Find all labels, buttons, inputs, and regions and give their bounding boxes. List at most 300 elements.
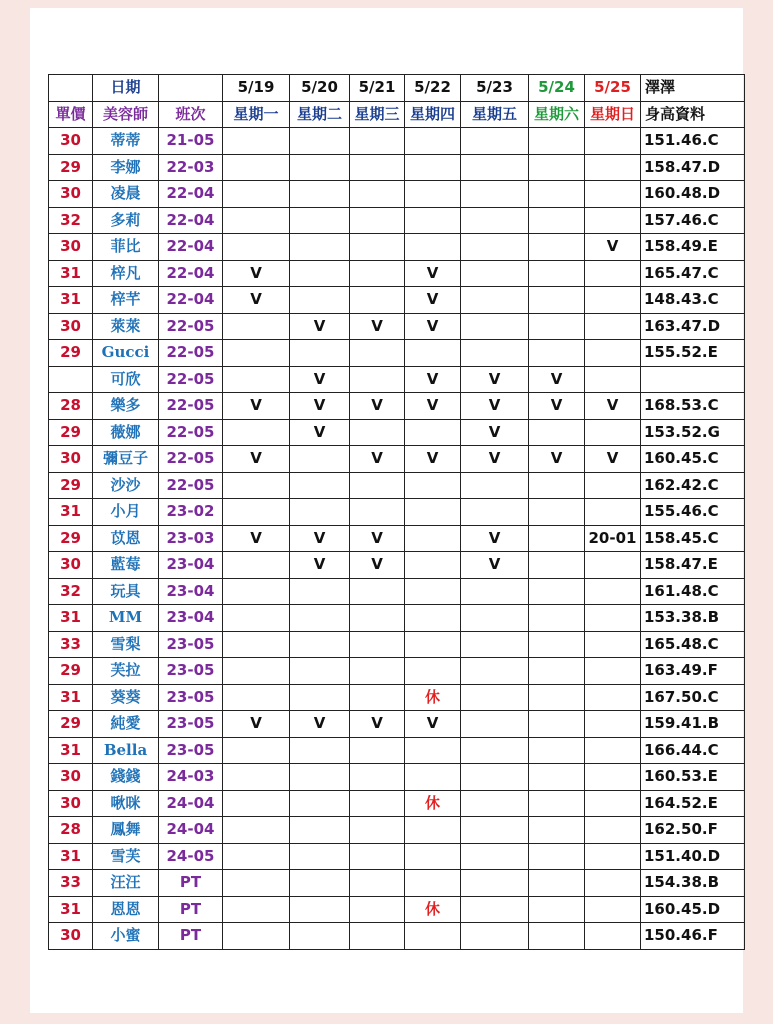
height-cell [641, 366, 745, 393]
day-cell [290, 446, 350, 473]
schedule-sheet [30, 8, 743, 1013]
day-cell [585, 923, 641, 950]
day-cell: V [405, 366, 461, 393]
date-mon: 5/19 [223, 75, 290, 102]
day-cell [223, 313, 290, 340]
height-cell: 164.52.E [641, 790, 745, 817]
height-cell: 163.49.F [641, 658, 745, 685]
day-cell [223, 419, 290, 446]
day-cell: V [350, 711, 405, 738]
day-cell [350, 658, 405, 685]
day-cell [290, 234, 350, 261]
price-cell: 29 [49, 658, 93, 685]
day-cell [461, 207, 529, 234]
day-cell [350, 578, 405, 605]
weekday-mon: 星期一 [223, 101, 290, 128]
day-cell [529, 419, 585, 446]
day-cell [585, 737, 641, 764]
table-row [49, 843, 745, 870]
height-cell: 167.50.C [641, 684, 745, 711]
day-cell [529, 340, 585, 367]
stylist-name-cell: 苡恩 [93, 525, 159, 552]
day-cell [350, 764, 405, 791]
shift-cell: 24-04 [159, 817, 223, 844]
shift-cell: 23-04 [159, 578, 223, 605]
day-cell [405, 737, 461, 764]
height-cell: 158.49.E [641, 234, 745, 261]
table-row [49, 552, 745, 579]
day-cell [529, 499, 585, 526]
day-cell: V [223, 260, 290, 287]
day-cell [405, 658, 461, 685]
shift-cell: 24-05 [159, 843, 223, 870]
day-cell [529, 631, 585, 658]
day-cell [461, 817, 529, 844]
price-cell: 29 [49, 340, 93, 367]
day-cell [405, 843, 461, 870]
stylist-name-cell: 汪汪 [93, 870, 159, 897]
day-cell [529, 790, 585, 817]
day-cell: V [585, 234, 641, 261]
day-cell: 20-01 [585, 525, 641, 552]
day-cell [585, 843, 641, 870]
shift-cell: 23-03 [159, 525, 223, 552]
day-cell [290, 923, 350, 950]
shift-cell: 23-05 [159, 737, 223, 764]
price-cell: 33 [49, 870, 93, 897]
table-row [49, 234, 745, 261]
height-cell: 165.48.C [641, 631, 745, 658]
stylist-name-cell: MM [93, 605, 159, 632]
table-row [49, 923, 745, 950]
day-cell [585, 499, 641, 526]
stylist-header: 美容師 [93, 101, 159, 128]
day-cell [461, 472, 529, 499]
day-cell: V [585, 393, 641, 420]
stylist-name-cell: 純愛 [93, 711, 159, 738]
height-cell: 155.46.C [641, 499, 745, 526]
shift-cell: 23-05 [159, 684, 223, 711]
day-cell [461, 260, 529, 287]
day-cell [350, 287, 405, 314]
shift-cell: 21-05 [159, 128, 223, 155]
shift-header: 班次 [159, 101, 223, 128]
day-cell: V [290, 525, 350, 552]
height-cell: 158.45.C [641, 525, 745, 552]
shift-cell: 22-05 [159, 419, 223, 446]
day-cell [461, 578, 529, 605]
day-cell [223, 817, 290, 844]
date-wed: 5/21 [350, 75, 405, 102]
day-cell [529, 207, 585, 234]
day-cell [461, 234, 529, 261]
day-cell [350, 181, 405, 208]
day-cell [223, 870, 290, 897]
day-cell [529, 896, 585, 923]
stylist-name-cell: 小月 [93, 499, 159, 526]
stylist-name-cell: 雪芙 [93, 843, 159, 870]
table-row [49, 340, 745, 367]
day-cell: V [461, 552, 529, 579]
day-cell [585, 181, 641, 208]
day-cell [461, 154, 529, 181]
height-cell: 160.53.E [641, 764, 745, 791]
shift-cell: 22-03 [159, 154, 223, 181]
table-row [49, 684, 745, 711]
date-sun: 5/25 [585, 75, 641, 102]
price-cell [49, 366, 93, 393]
date-sat: 5/24 [529, 75, 585, 102]
stylist-name-cell: 蒂蒂 [93, 128, 159, 155]
day-cell: V [350, 525, 405, 552]
day-cell: V [350, 313, 405, 340]
day-cell: V [405, 260, 461, 287]
price-cell: 31 [49, 684, 93, 711]
stylist-name-cell: 梓芊 [93, 287, 159, 314]
price-cell: 30 [49, 313, 93, 340]
day-cell [223, 472, 290, 499]
height-cell: 151.46.C [641, 128, 745, 155]
stylist-name-cell: 芙拉 [93, 658, 159, 685]
day-cell [529, 287, 585, 314]
day-cell [350, 790, 405, 817]
table-row [49, 896, 745, 923]
day-cell [290, 843, 350, 870]
table-row [49, 154, 745, 181]
day-cell: V [529, 446, 585, 473]
shift-cell: 22-05 [159, 366, 223, 393]
day-cell [529, 128, 585, 155]
day-cell [585, 790, 641, 817]
day-cell [223, 923, 290, 950]
stylist-name-cell: Bella [93, 737, 159, 764]
price-cell: 32 [49, 578, 93, 605]
price-cell: 31 [49, 896, 93, 923]
height-cell: 153.52.G [641, 419, 745, 446]
day-cell: V [223, 711, 290, 738]
stylist-name-cell: 鳳舞 [93, 817, 159, 844]
day-cell [290, 658, 350, 685]
shift-cell: 23-05 [159, 658, 223, 685]
table-row [49, 764, 745, 791]
day-cell [405, 631, 461, 658]
day-cell: V [223, 393, 290, 420]
table-row [49, 605, 745, 632]
table-row [49, 790, 745, 817]
day-cell [529, 843, 585, 870]
day-cell [529, 154, 585, 181]
day-cell [290, 817, 350, 844]
day-cell [461, 658, 529, 685]
shift-cell: 23-04 [159, 552, 223, 579]
day-cell [461, 896, 529, 923]
day-cell [290, 578, 350, 605]
day-cell [405, 154, 461, 181]
day-cell: V [290, 366, 350, 393]
table-row [49, 817, 745, 844]
day-cell [223, 631, 290, 658]
day-cell: V [405, 711, 461, 738]
day-cell [585, 340, 641, 367]
day-cell [223, 154, 290, 181]
day-cell [350, 843, 405, 870]
schedule-body [49, 75, 745, 950]
day-cell [529, 764, 585, 791]
day-cell [461, 313, 529, 340]
height-cell: 154.38.B [641, 870, 745, 897]
day-cell [223, 499, 290, 526]
height-cell: 160.48.D [641, 181, 745, 208]
stylist-name-cell: 梓凡 [93, 260, 159, 287]
day-cell [529, 605, 585, 632]
day-cell: V [290, 552, 350, 579]
table-row [49, 737, 745, 764]
day-cell [350, 154, 405, 181]
shift-cell: 24-03 [159, 764, 223, 791]
height-cell: 160.45.C [641, 446, 745, 473]
day-cell [223, 764, 290, 791]
stylist-name-cell: 葵葵 [93, 684, 159, 711]
price-cell: 30 [49, 234, 93, 261]
day-cell [405, 128, 461, 155]
day-cell [350, 340, 405, 367]
price-cell: 29 [49, 525, 93, 552]
day-cell: V [529, 393, 585, 420]
day-cell [405, 207, 461, 234]
day-cell [290, 499, 350, 526]
day-cell: V [405, 313, 461, 340]
day-cell [461, 340, 529, 367]
empty-header-cell [159, 75, 223, 102]
stylist-name-cell: 萊萊 [93, 313, 159, 340]
shift-cell: PT [159, 870, 223, 897]
day-cell [290, 631, 350, 658]
day-cell: V [350, 446, 405, 473]
shift-cell: PT [159, 923, 223, 950]
day-cell [529, 684, 585, 711]
stylist-name-cell: 彌豆子 [93, 446, 159, 473]
day-cell [585, 260, 641, 287]
day-cell [223, 552, 290, 579]
day-cell: V [405, 446, 461, 473]
day-cell [529, 234, 585, 261]
shift-cell: 22-04 [159, 181, 223, 208]
day-cell: 休 [405, 896, 461, 923]
day-cell [290, 472, 350, 499]
day-cell [405, 234, 461, 261]
day-cell [290, 340, 350, 367]
table-row [49, 366, 745, 393]
day-cell [585, 207, 641, 234]
day-cell [350, 234, 405, 261]
day-cell [529, 313, 585, 340]
day-cell [585, 870, 641, 897]
header-row-dates [49, 75, 745, 102]
day-cell [529, 737, 585, 764]
price-cell: 31 [49, 260, 93, 287]
stylist-name-cell: 沙沙 [93, 472, 159, 499]
height-cell: 165.47.C [641, 260, 745, 287]
price-cell: 30 [49, 552, 93, 579]
price-cell: 28 [49, 393, 93, 420]
height-cell: 168.53.C [641, 393, 745, 420]
day-cell [585, 896, 641, 923]
height-cell: 157.46.C [641, 207, 745, 234]
day-cell [461, 605, 529, 632]
day-cell: V [290, 313, 350, 340]
day-cell: V [461, 525, 529, 552]
table-row [49, 313, 745, 340]
day-cell [529, 870, 585, 897]
price-cell: 29 [49, 154, 93, 181]
day-cell [223, 366, 290, 393]
day-cell [405, 340, 461, 367]
day-cell [585, 366, 641, 393]
stylist-name-cell: Gucci [93, 340, 159, 367]
day-cell [350, 419, 405, 446]
day-cell [405, 552, 461, 579]
day-cell [350, 631, 405, 658]
table-row [49, 658, 745, 685]
day-cell [405, 181, 461, 208]
table-row [49, 578, 745, 605]
shift-cell: 22-05 [159, 393, 223, 420]
day-cell [461, 128, 529, 155]
day-cell [405, 499, 461, 526]
day-cell: V [223, 525, 290, 552]
day-cell [223, 207, 290, 234]
table-row [49, 207, 745, 234]
table-row [49, 128, 745, 155]
day-cell [405, 578, 461, 605]
day-cell [290, 737, 350, 764]
day-cell [529, 923, 585, 950]
day-cell [290, 260, 350, 287]
day-cell: V [350, 393, 405, 420]
table-row [49, 711, 745, 738]
day-cell [461, 737, 529, 764]
day-cell [585, 817, 641, 844]
weekday-thu: 星期四 [405, 101, 461, 128]
stylist-name-cell: 可欣 [93, 366, 159, 393]
day-cell [405, 605, 461, 632]
day-cell [223, 181, 290, 208]
day-cell [223, 843, 290, 870]
shift-cell: 22-05 [159, 446, 223, 473]
height-cell: 163.47.D [641, 313, 745, 340]
height-cell: 158.47.E [641, 552, 745, 579]
day-cell [405, 817, 461, 844]
shift-cell: 22-05 [159, 340, 223, 367]
weekday-wed: 星期三 [350, 101, 405, 128]
stylist-name-cell: 啾咪 [93, 790, 159, 817]
day-cell [461, 870, 529, 897]
shift-cell: 23-05 [159, 631, 223, 658]
stylist-name-cell: 錢錢 [93, 764, 159, 791]
price-cell: 30 [49, 128, 93, 155]
day-cell [223, 234, 290, 261]
day-cell [290, 605, 350, 632]
price-cell: 29 [49, 419, 93, 446]
day-cell [405, 525, 461, 552]
day-cell [461, 181, 529, 208]
date-fri: 5/23 [461, 75, 529, 102]
day-cell: V [461, 393, 529, 420]
shift-cell: PT [159, 896, 223, 923]
table-row [49, 181, 745, 208]
shift-cell: 22-04 [159, 287, 223, 314]
table-row [49, 499, 745, 526]
day-cell [290, 154, 350, 181]
day-cell [585, 711, 641, 738]
height-cell: 158.47.D [641, 154, 745, 181]
day-cell: V [290, 711, 350, 738]
day-cell [290, 181, 350, 208]
date-tue: 5/20 [290, 75, 350, 102]
stylist-name-cell: 恩恩 [93, 896, 159, 923]
day-cell [290, 207, 350, 234]
day-cell [350, 817, 405, 844]
height-cell: 159.41.B [641, 711, 745, 738]
price-cell: 33 [49, 631, 93, 658]
shift-cell: 22-04 [159, 260, 223, 287]
table-row [49, 472, 745, 499]
day-cell [223, 737, 290, 764]
day-cell: V [350, 552, 405, 579]
stylist-name-cell: 小蜜 [93, 923, 159, 950]
height-cell: 162.50.F [641, 817, 745, 844]
day-cell [350, 260, 405, 287]
header-row-weekdays [49, 101, 745, 128]
day-cell [461, 923, 529, 950]
day-cell [585, 605, 641, 632]
price-cell: 28 [49, 817, 93, 844]
day-cell [585, 419, 641, 446]
day-cell: V [585, 446, 641, 473]
height-cell: 162.42.C [641, 472, 745, 499]
table-row [49, 446, 745, 473]
height-cell: 153.38.B [641, 605, 745, 632]
day-cell [350, 472, 405, 499]
day-cell [529, 525, 585, 552]
day-cell [585, 764, 641, 791]
day-cell: 休 [405, 790, 461, 817]
weekday-tue: 星期二 [290, 101, 350, 128]
day-cell [223, 896, 290, 923]
day-cell [585, 472, 641, 499]
extra-title: 澤澤 [641, 75, 745, 102]
schedule-table [48, 74, 745, 950]
shift-cell: 22-04 [159, 234, 223, 261]
table-row [49, 260, 745, 287]
shift-cell: 23-05 [159, 711, 223, 738]
price-cell: 30 [49, 446, 93, 473]
day-cell [290, 287, 350, 314]
day-cell: V [461, 446, 529, 473]
table-row [49, 870, 745, 897]
day-cell: V [405, 393, 461, 420]
day-cell [529, 578, 585, 605]
date-thu: 5/22 [405, 75, 461, 102]
day-cell [290, 764, 350, 791]
shift-cell: 23-02 [159, 499, 223, 526]
height-cell: 148.43.C [641, 287, 745, 314]
day-cell [350, 923, 405, 950]
day-cell [405, 923, 461, 950]
day-cell [290, 128, 350, 155]
price-cell: 30 [49, 790, 93, 817]
day-cell [461, 684, 529, 711]
